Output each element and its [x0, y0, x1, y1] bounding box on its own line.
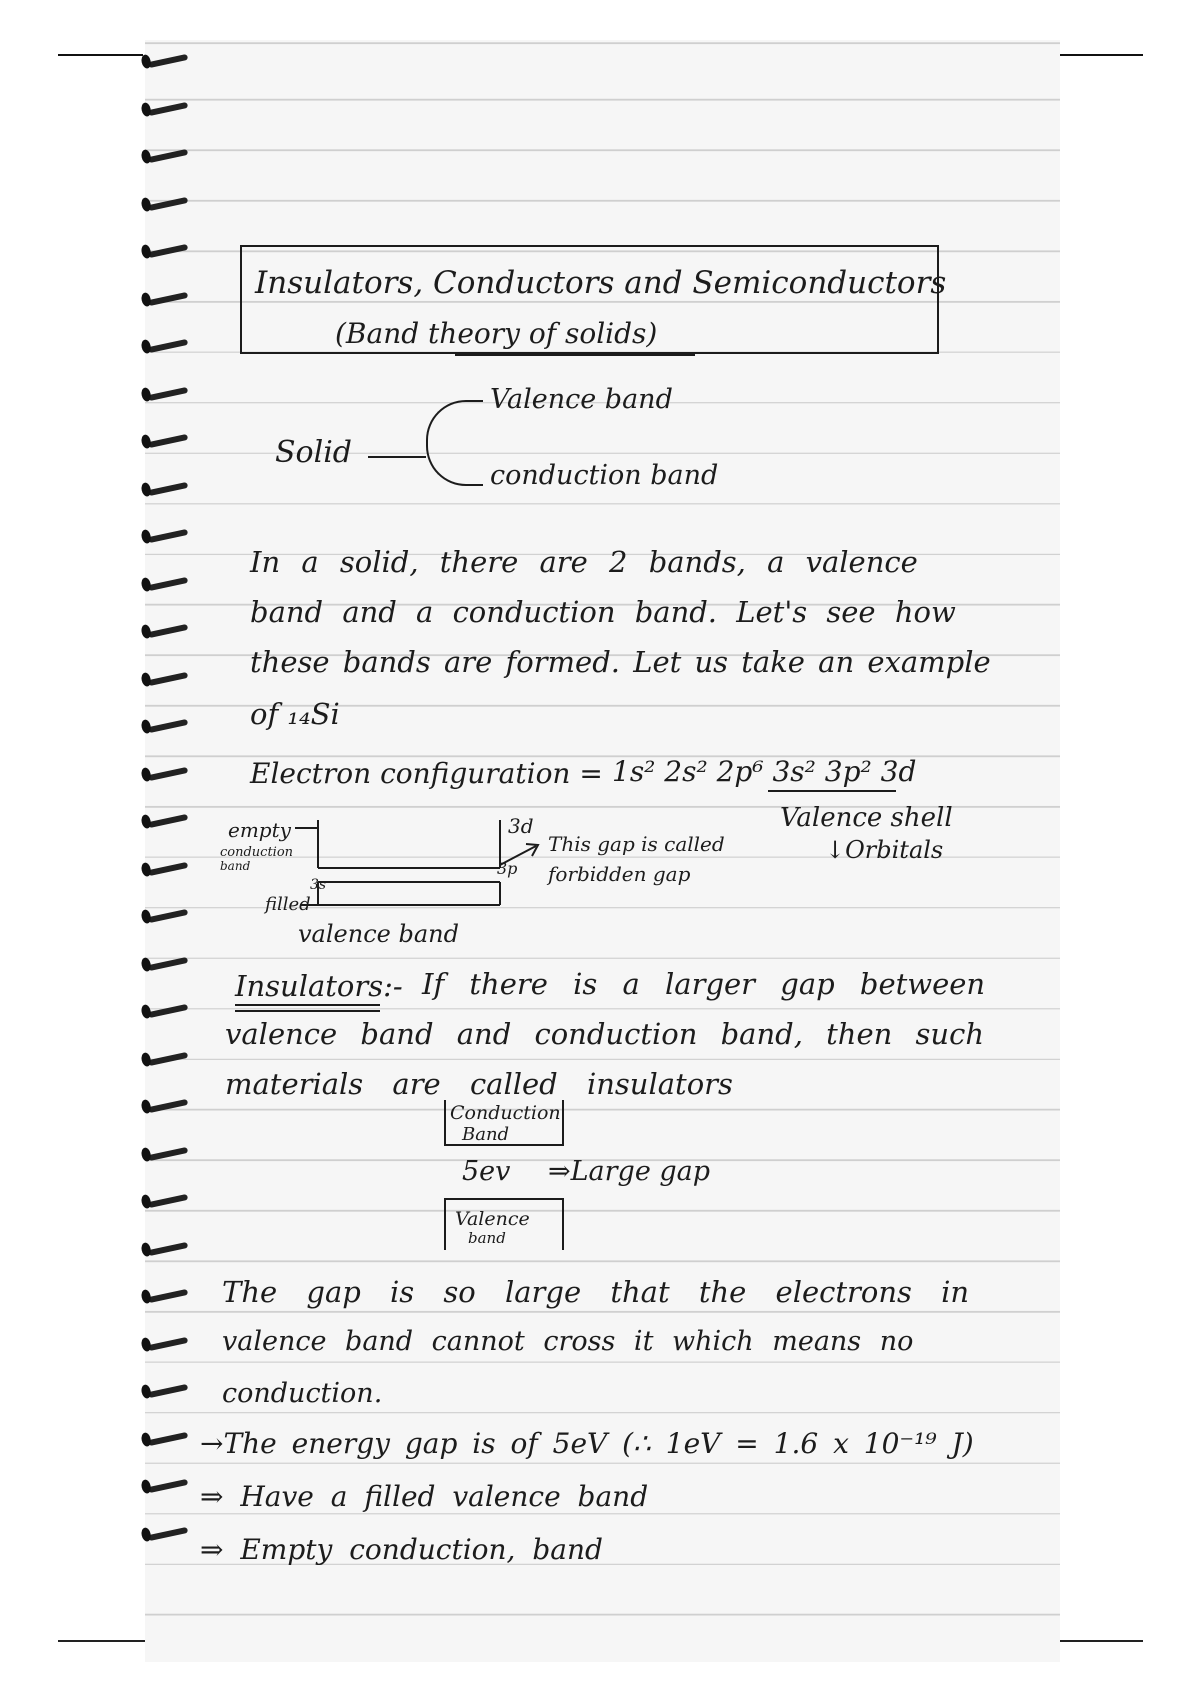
insulators-line1: If there is a larger gap between	[422, 967, 986, 1001]
brace-stem	[368, 456, 426, 458]
valence-box-text2: band	[468, 1229, 506, 1247]
gap-note-line1: This gap is called	[548, 832, 725, 856]
insulators-line3: materials are called insulators	[225, 1067, 733, 1101]
orbital-3p: 3p	[497, 859, 518, 878]
conduction-box-text2: Band	[462, 1124, 510, 1145]
filled-label: filled	[265, 894, 311, 915]
conduction-label: conduction	[220, 845, 294, 860]
branch-conduction: conduction band	[490, 460, 719, 491]
insulators-heading: Insulators:-	[235, 969, 403, 1003]
config-underline	[768, 790, 896, 792]
explanation-line3: conduction.	[222, 1378, 383, 1409]
intro-line1: In a solid, there are 2 bands, a valence	[250, 545, 918, 579]
intro-line3: these bands are formed. Let us take an example	[250, 645, 991, 679]
explanation-line2: valence band cannot cross it which means no	[222, 1326, 914, 1357]
orbital-3d: 3d	[508, 814, 534, 838]
valence-shell-note: Valence shell	[780, 803, 953, 833]
config-label: Electron configuration =	[250, 757, 603, 790]
config-value: 1s² 2s² 2p⁶ 3s² 3p² 3d	[612, 755, 917, 788]
intro-line4: of ₁₄Si	[250, 697, 340, 731]
valence-band-label: valence band	[298, 920, 459, 948]
insulators-underline	[235, 1004, 380, 1006]
gap-value: 5ev	[462, 1156, 511, 1187]
insulators-underline-2	[235, 1010, 380, 1012]
large-gap-note: ⇒Large gap	[548, 1156, 711, 1187]
empty-label: empty	[228, 818, 291, 842]
point-filled-valence: ⇒ Have a filled valence band	[200, 1480, 649, 1513]
orbital-3s: 3s	[310, 877, 327, 893]
point-energy-gap: →The energy gap is of 5eV (∴ 1eV = 1.6 x 10⁻¹⁹ J)	[200, 1427, 974, 1460]
intro-line2: band and a conduction band. Let's see how	[250, 595, 956, 629]
branch-valence: Valence band	[490, 384, 673, 415]
conduction-box-text1: Conduction	[450, 1102, 561, 1124]
band-label: band	[220, 859, 251, 873]
title-line1: Insulators, Conductors and Semiconductors	[255, 265, 947, 301]
valence-box-text1: Valence	[455, 1208, 530, 1230]
top-rule-right	[1055, 54, 1143, 56]
title-underline	[455, 354, 695, 356]
orbitals-note: ↓Orbitals	[825, 836, 944, 864]
insulators-line2: valence band and conduction band, then such	[225, 1017, 985, 1051]
gap-note-line2: forbidden gap	[548, 862, 691, 886]
explanation-line1: The gap is so large that the electrons in	[222, 1275, 970, 1309]
top-rule-left	[58, 54, 143, 56]
title-line2: (Band theory of solids)	[335, 317, 658, 350]
point-empty-conduction: ⇒ Empty conduction, band	[200, 1533, 603, 1566]
solid-label: Solid	[275, 435, 353, 470]
